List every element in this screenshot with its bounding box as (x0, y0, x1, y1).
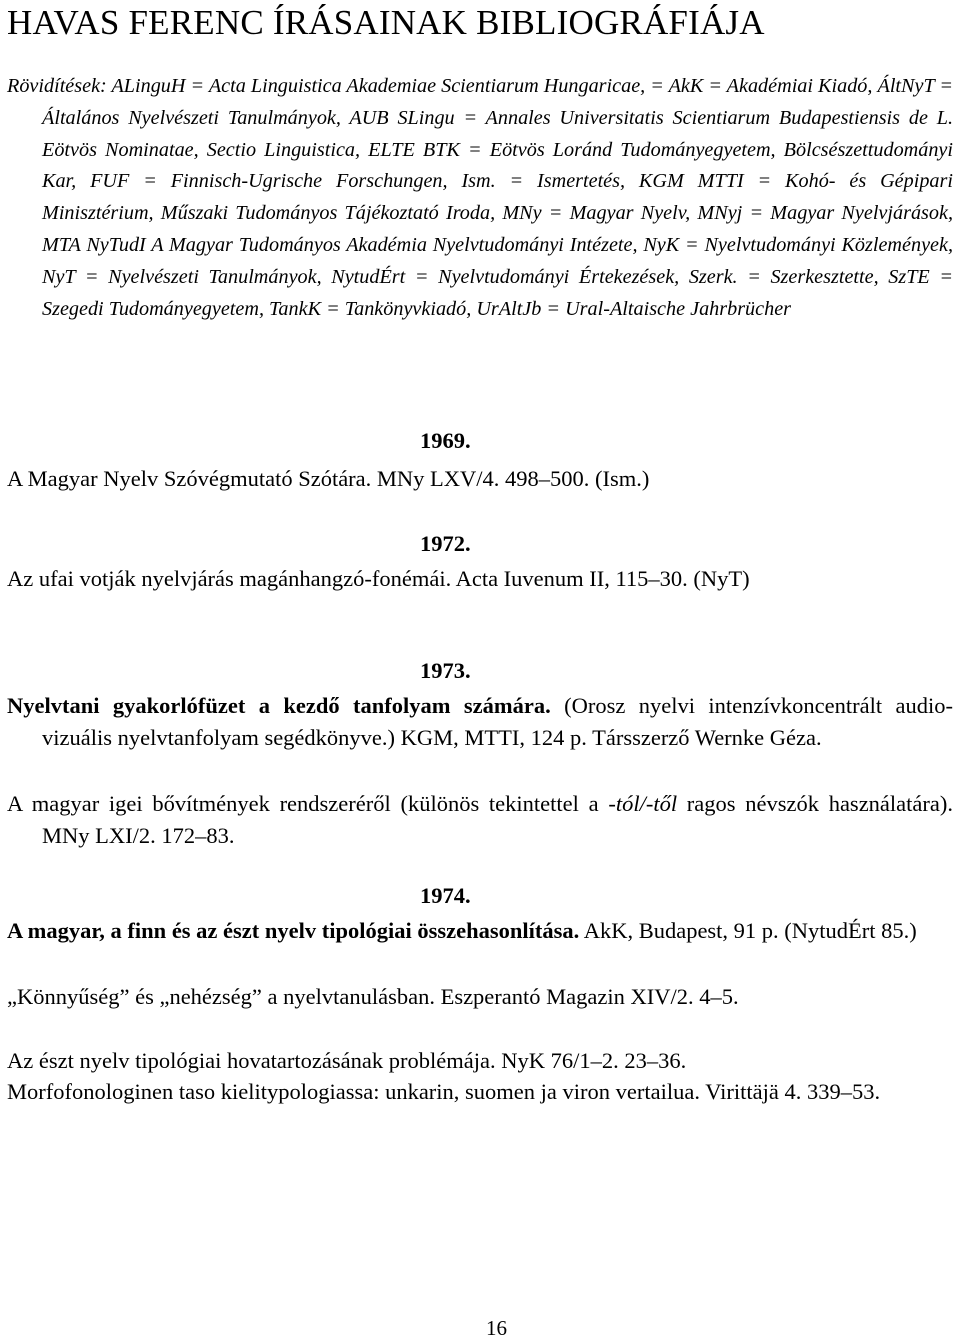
abbreviations-lead: Rövidítések: (7, 75, 107, 97)
abbreviations-text: ALinguH = Acta Linguistica Akademiae Scientiarum Hungaricae, = AkK = Akadémiai Kiadó, ÁltNyT = Általános Nyelvészeti Tanulmányok, AUB SLingu = Annales Universitatis Scientiarum Budapestiensis de L. Eötvös Nominatae, Sectio Linguistica, ELTE BTK = Eötvös Loránd Tudományegyetem, Bölcsészettudományi Kar, FUF = Finnisch-Ugrische Forschungen, Ism. = Ismertetés, KGM MTTI = Kohó- és Gépipari Minisztérium, Műszaki Tudományos Tájékoztató Iroda, MNy = Magyar Nyelv, MNyj = Magyar Nyelvjárások, MTA NyTudI A Magyar Tudományos Akadémia Nyelvtudományi Intézete, NyK = Nyelvtudományi Közlemények, NyT = Nyelvészeti Tanulmányok, NytudÉrt = Nyelvtudományi Értekezések, Szerk. = Szerkesztette, SzTE = Szegedi Tudományegyetem, TankK = Tankönyvkiadó, UrAltJb = Ural-Altaische Jahrbrücher (42, 75, 954, 320)
entry-1973-2-italic: -tól/-től (608, 791, 678, 816)
entry-1974-1-title: A magyar, a finn és az észt nyelv tipológiai összehasonlítása. (7, 918, 580, 943)
entry-1974-1 (7, 915, 953, 947)
entry-1974-1-details: AkK, Budapest, 91 p. (NytudÉrt 85.) (579, 918, 917, 943)
year-heading-1969: 1969. (420, 428, 471, 453)
entry-1969-1: A Magyar Nyelv Szóvégmutató Szótára. MNy LXV/4. 498–500. (Ism.) (7, 466, 650, 491)
entry-1973-1-title: Nyelvtani gyakorlófüzet a kezdő tanfolyam számára. (7, 693, 551, 718)
year-heading-1972: 1972. (420, 531, 471, 556)
entry-1974-4: Morfofonologinen taso kielitypologiassa: unkarin, suomen ja viron vertailua. Virittäjä 4. 339–53. (7, 1079, 881, 1104)
page-number: 16 (486, 1316, 507, 1340)
entry-1972-1: Az ufai votják nyelvjárás magánhangzó-fonémái. Acta Iuvenum II, 115–30. (NyT) (7, 566, 750, 591)
entry-1974-3: Az észt nyelv tipológiai hovatartozásának problémája. NyK 76/1–2. 23–36. (7, 1048, 687, 1073)
entry-1973-1 (7, 690, 953, 753)
year-heading-1974: 1974. (420, 883, 471, 908)
abbreviations-paragraph (7, 71, 953, 325)
entry-1973-2-part-b: ragos névszók használatára). MNy LXI/2. 172–83. (42, 791, 953, 848)
page-title: HAVAS FERENC ÍRÁSAINAK BIBLIOGRÁFIÁJA (7, 3, 765, 42)
entry-1974-2: „Könnyűség” és „nehézség” a nyelvtanulásban. Eszperantó Magazin XIV/2. 4–5. (7, 984, 739, 1009)
entry-1973-2 (7, 788, 953, 851)
entry-1973-2-part-a: A magyar igei bővítmények rendszeréről (különös tekintettel a (7, 791, 609, 816)
year-heading-1973: 1973. (420, 658, 471, 683)
entry-1973-1-details: (Orosz nyelvi intenzívkoncentrált audio-vizuális nyelvtanfolyam segédkönyve.) KGM, MTTI, 124 p. Társszerző Wernke Géza. (42, 693, 953, 750)
